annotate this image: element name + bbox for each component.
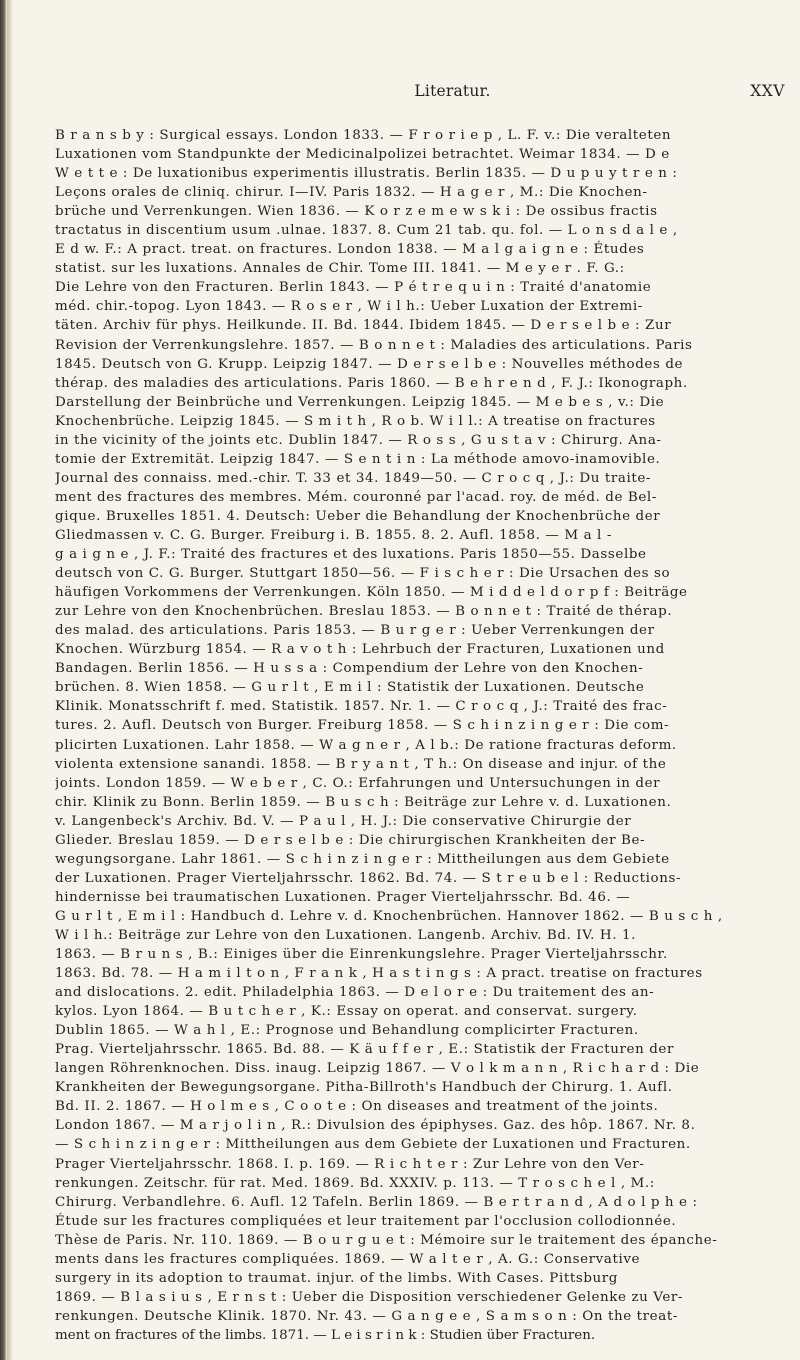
text-line: 1869. — B l a s i u s , E r n s t : Ueber die Disposition verschiedener Gelenke zu Ver- bbox=[55, 1289, 684, 1305]
text-line: plicirten Luxationen. Lahr 1858. — W a g n e r , A l b.: De ratione fracturas deform. bbox=[55, 737, 677, 753]
text-line: Klinik. Monatsschrift f. med. Statistik. 1857. Nr. 1. — C r o c q , J.: Traité des frac- bbox=[55, 699, 668, 715]
text-line: W e t t e : De luxationibus experimentis illustratis. Berlin 1835. — D u p u y t r e n : bbox=[55, 166, 678, 182]
running-head-title: Literatur. bbox=[414, 82, 491, 100]
text-line: Revision der Verrenkungslehre. 1857. — B o n n e t : Maladies des articulations. Paris bbox=[55, 337, 693, 353]
text-line: wegungsorgane. Lahr 1861. — S c h i n z i n g e r : Mittheilungen aus dem Gebiete bbox=[55, 851, 670, 867]
text-line: B r a n s b y : Surgical essays. London 1833. — F r o r i e p , L. F. v.: Die veralteten bbox=[55, 128, 672, 143]
text-line: méd. chir.-topog. Lyon 1843. — R o s e r , W i l h.: Ueber Luxation der Extremi- bbox=[55, 299, 643, 315]
text-line: täten. Archiv für phys. Heilkunde. II. Bd. 1844. Ibidem 1845. — D e r s e l b e : Zur bbox=[55, 318, 672, 334]
text-line: g a i g n e , J. F.: Traité des fractures et des luxations. Paris 1850—55. Dasselbe bbox=[55, 547, 647, 563]
text-line: London 1867. — M a r j o l i n , R.: Divulsion des épiphyses. Gaz. des hôp. 1867. Nr. 8. bbox=[55, 1118, 696, 1134]
text-line: renkungen. Zeitschr. für rat. Med. 1869. Bd. XXXIV. p. 113. — T r o s c h e l , M.: bbox=[55, 1175, 655, 1191]
text-line: kylos. Lyon 1864. — B u t c h e r , K.: Essay on operat. and conservat. surgery. bbox=[55, 1004, 638, 1020]
text-line: joints. London 1859. — W e b e r , C. O.: Erfahrungen und Untersuchungen in der bbox=[55, 775, 661, 791]
text-line: renkungen. Deutsche Klinik. 1870. Nr. 43. — G a n g e e , S a m s o n : On the treat- bbox=[55, 1308, 678, 1324]
text-line: Journal des connaiss. med.-chir. T. 33 et 34. 1849—50. — C r o c q , J.: Du traite- bbox=[55, 470, 652, 486]
text-line: Étude sur les fractures compliquées et leur traitement par l'occlusion collodionnée. bbox=[55, 1213, 677, 1229]
text-line: 1863. Bd. 78. — H a m i l t o n , F r a n k , H a s t i n g s : A pract. treatise on fractures bbox=[55, 966, 703, 982]
text-line: violenta extensione sanandi. 1858. — B r y a n t , T h.: On disease and injur. of the bbox=[55, 756, 667, 772]
text-line: E d w. F.: A pract. treat. on fractures. London 1838. — M a l g a i g n e : Études bbox=[55, 242, 645, 258]
text-line: W i l h.: Beiträge zur Lehre von den Luxationen. Langenb. Archiv. Bd. IV. H. 1. bbox=[55, 927, 636, 943]
text-line: v. Langenbeck's Archiv. Bd. V. — P a u l , H. J.: Die conservative Chirurgie der bbox=[55, 813, 632, 829]
text-line: surgery in its adoption to traumat. injur. of the limbs. With Cases. Pittsburg bbox=[55, 1270, 619, 1286]
text-line: Dublin 1865. — W a h l , E.: Prognose und Behandlung complicirter Fracturen. bbox=[55, 1023, 639, 1039]
text-line: tomie der Extremität. Leipzig 1847. — S e n t i n : La méthode amovo-inamovible. bbox=[55, 451, 661, 467]
text-line: langen Röhrenknochen. Diss. inaug. Leipzig 1867. — V o l k m a n n , R i c h a r d : Die bbox=[55, 1061, 700, 1077]
text-line: Prag. Vierteljahrsschr. 1865. Bd. 88. — K ä u f f e r , E.: Statistik der Fracturen der bbox=[55, 1042, 674, 1058]
text-line: Darstellung der Beinbrüche und Verrenkungen. Leipzig 1845. — M e b e s , v.: Die bbox=[55, 394, 665, 410]
text-line: statist. sur les luxations. Annales de Chir. Tome III. 1841. — M e y e r . F. G.: bbox=[55, 261, 625, 277]
text-line: tractatus in discentium usum .ulnae. 1837. 8. Cum 21 tab. qu. fol. — L o n s d a l e , bbox=[55, 223, 678, 239]
running-head bbox=[120, 82, 785, 106]
text-line: Luxationen vom Standpunkte der Medicinalpolizei betrachtet. Weimar 1834. — D e bbox=[55, 147, 670, 163]
text-line: ments dans les fractures compliquées. 1869. — W a l t e r , A. G.: Conservative bbox=[55, 1251, 641, 1267]
text-line: Thèse de Paris. Nr. 110. 1869. — B o u r g u e t : Mémoire sur le traitement des épanche- bbox=[55, 1232, 718, 1248]
text-line: Prager Vierteljahrsschr. 1868. I. p. 169. — R i c h t e r : Zur Lehre von den Ver- bbox=[55, 1156, 645, 1172]
text-line: Leçons orales de cliniq. chirur. I—IV. Paris 1832. — H a g e r , M.: Die Knochen- bbox=[55, 185, 648, 201]
text-line: gique. Bruxelles 1851. 4. Deutsch: Ueber die Behandlung der Knochenbrüche der bbox=[55, 508, 661, 524]
bibliography-text bbox=[55, 126, 785, 1345]
text-line: and dislocations. 2. edit. Philadelphia 1863. — D e l o r e : Du traitement des an- bbox=[55, 985, 655, 1001]
text-line: Krankheiten der Bewegungsorgane. Pitha-Billroth's Handbuch der Chirurg. 1. Aufl. bbox=[55, 1080, 673, 1096]
text-line: der Luxationen. Prager Vierteljahrsschr. 1862. Bd. 74. — S t r e u b e l : Reductions- bbox=[55, 870, 682, 886]
text-line: Bandagen. Berlin 1856. — H u s s a : Compendium der Lehre von den Knochen- bbox=[55, 661, 644, 677]
text-line: hindernisse bei traumatischen Luxationen. Prager Vierteljahrsschr. Bd. 46. — bbox=[55, 889, 631, 905]
text-line: tures. 2. Aufl. Deutsch von Burger. Freiburg 1858. — S c h i n z i n g e r : Die com- bbox=[55, 718, 670, 734]
text-line: zur Lehre von den Knochenbrüchen. Breslau 1853. — B o n n e t : Traité de thérap. bbox=[55, 604, 673, 620]
text-line: deutsch von C. G. Burger. Stuttgart 1850—56. — F i s c h e r : Die Ursachen des so bbox=[55, 566, 671, 582]
text-line: in the vicinity of the joints etc. Dublin 1847. — R o s s , G u s t a v : Chirurg. Ana- bbox=[55, 432, 662, 448]
text-line: Die Lehre von den Fracturen. Berlin 1843. — P é t r e q u i n : Traité d'anatomie bbox=[55, 280, 652, 296]
page-binding-highlight bbox=[7, 0, 13, 1360]
text-line: 1863. — B r u n s , B.: Einiges über die Einrenkungslehre. Prager Vierteljahrsschr. bbox=[55, 947, 668, 963]
text-line: brüche und Verrenkungen. Wien 1836. — K o r z e m e w s k i : De ossibus fractis bbox=[55, 204, 658, 220]
text-line: häufigen Vorkommens der Verrenkungen. Köln 1850. — M i d d e l d o r p f : Beiträge bbox=[55, 585, 688, 601]
text-line: des malad. des articulations. Paris 1853. — B u r g e r : Ueber Verrenkungen der bbox=[55, 623, 655, 639]
text-line: — S c h i n z i n g e r : Mittheilungen aus dem Gebiete der Luxationen und Fracturen. bbox=[55, 1137, 691, 1153]
text-line: Gliedmassen v. C. G. Burger. Freiburg i. B. 1855. 8. 2. Aufl. 1858. — M a l - bbox=[55, 527, 612, 543]
text-line: Knochen. Würzburg 1854. — R a v o t h : Lehrbuch der Fracturen, Luxationen und bbox=[55, 642, 665, 658]
page-binding-shadow bbox=[0, 0, 7, 1360]
text-line: Chirurg. Verbandlehre. 6. Aufl. 12 Tafeln. Berlin 1869. — B e r t r a n d , A d o l p h e : bbox=[55, 1194, 698, 1210]
text-line: G u r l t , E m i l : Handbuch d. Lehre v. d. Knochenbrüchen. Hannover 1862. — B u s c h , bbox=[55, 908, 723, 924]
text-line: Bd. II. 2. 1867. — H o l m e s , C o o t e : On diseases and treatment of the joints. bbox=[55, 1099, 659, 1115]
text-line: ment on fractures of the limbs. 1871. — L e i s r i n k : Studien über Fracturen. bbox=[55, 1327, 596, 1343]
text-line: brüchen. 8. Wien 1858. — G u r l t , E m i l : Statistik der Luxationen. Deutsche bbox=[55, 680, 645, 696]
text-line: Knochenbrüche. Leipzig 1845. — S m i t h , R o b. W i l l.: A treatise on fractures bbox=[55, 413, 656, 429]
text-line: chir. Klinik zu Bonn. Berlin 1859. — B u s c h : Beiträge zur Lehre v. d. Luxationen. bbox=[55, 794, 672, 810]
text-line: thérap. des maladies des articulations. Paris 1860. — B e h r e n d , F. J.: Ikonograph. bbox=[55, 375, 688, 391]
page-number: XXV bbox=[750, 82, 785, 100]
text-line: Glieder. Breslau 1859. — D e r s e l b e : Die chirurgischen Krankheiten der Be- bbox=[55, 832, 646, 848]
text-line: ment des fractures des membres. Mém. couronné par l'acad. roy. de méd. de Bel- bbox=[55, 489, 657, 505]
text-line: 1845. Deutsch von G. Krupp. Leipzig 1847. — D e r s e l b e : Nouvelles méthodes de bbox=[55, 356, 684, 372]
